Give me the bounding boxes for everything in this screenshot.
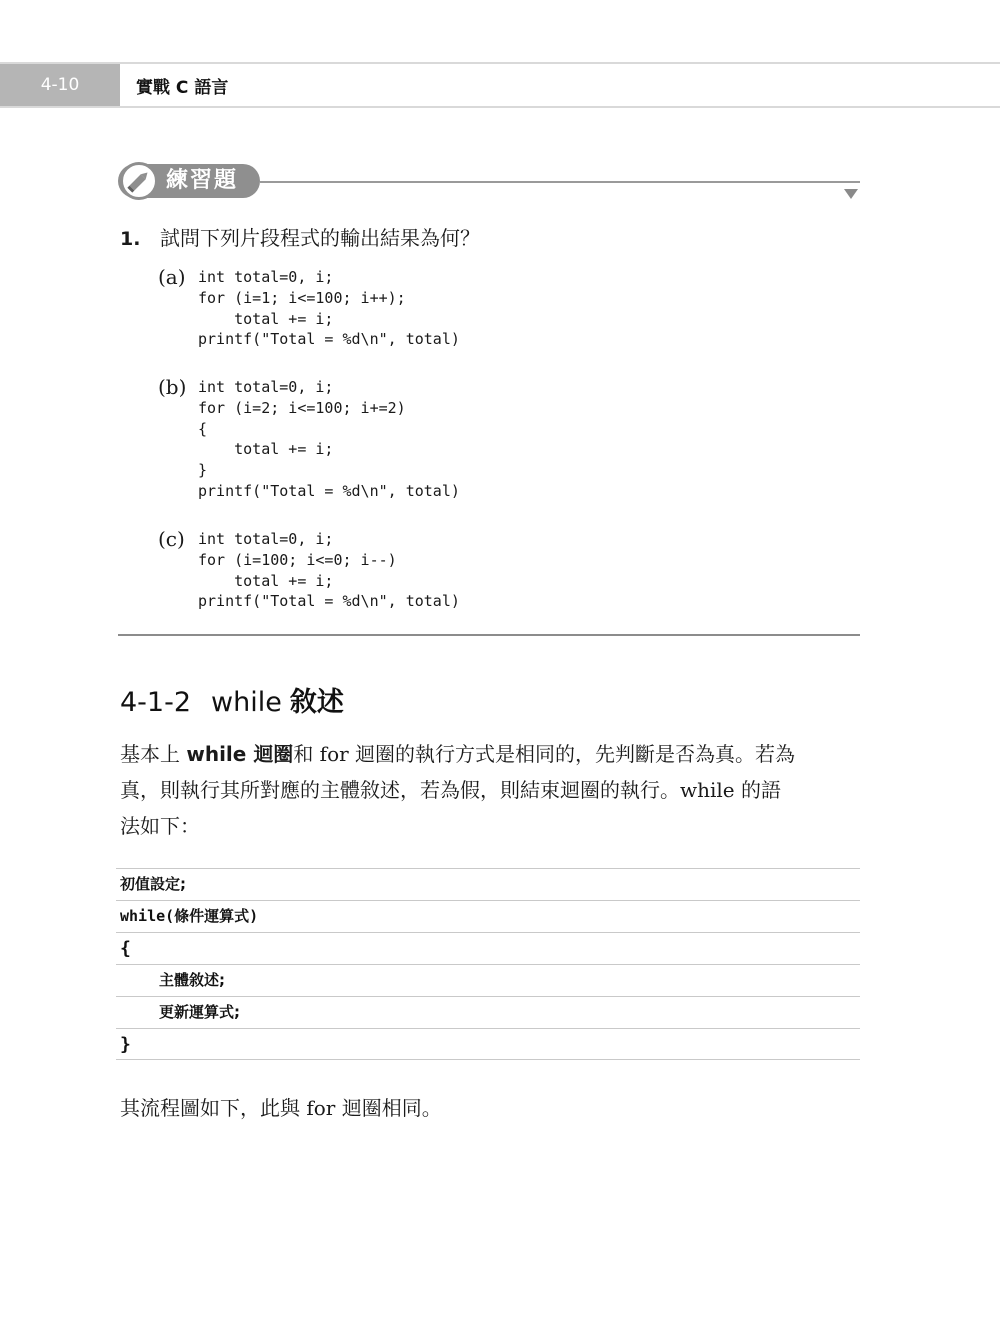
code-part-label: (c) (158, 527, 185, 551)
syntax-table (116, 868, 860, 1060)
code-line: total += i; (198, 571, 334, 590)
syntax-row: 主體敘述; (116, 964, 860, 996)
question-number: 1. (120, 228, 141, 250)
closing-paragraph: 其流程圖如下，此與 for 迴圈相同。 (120, 1096, 442, 1120)
code-line: total += i; (198, 440, 334, 459)
exercise-header (118, 162, 860, 202)
exercise-badge (118, 164, 260, 198)
exercise-divider (260, 181, 860, 183)
page-number: 4-10 (0, 64, 120, 106)
syntax-row: 初值設定; (116, 868, 860, 900)
code-line: for (i=100; i<=0; i--) (198, 550, 397, 569)
code-block (198, 377, 460, 502)
question-1 (120, 222, 480, 251)
code-block (198, 267, 460, 350)
page-header (0, 62, 1000, 108)
code-line: total += i; (198, 309, 334, 328)
code-line: printf("Total = %d\n", total) (198, 330, 460, 349)
code-line: int total=0, i; (198, 530, 334, 548)
paragraph-text: 和 for 迴圈的執行方式是相同的，先判斷是否為真。若為 (293, 742, 796, 766)
section-keyword: while (211, 687, 282, 718)
section-title: 敘述 (289, 687, 344, 718)
body-paragraph (120, 736, 860, 844)
paragraph-line (120, 736, 860, 772)
code-line: printf("Total = %d\n", total) (198, 481, 460, 500)
triangle-down-icon (844, 189, 858, 199)
exercise-label: 練習題 (166, 168, 239, 193)
paragraph-line: 法如下： (120, 814, 200, 838)
section-number: 4-1-2 (120, 687, 192, 718)
code-line: int total=0, i; (198, 378, 334, 396)
syntax-row: { (116, 932, 860, 964)
pencil-icon (120, 162, 158, 200)
exercise-end-divider (118, 634, 860, 636)
syntax-row: 更新運算式; (116, 996, 860, 1028)
paragraph-keyword: while 迴圈 (186, 742, 294, 766)
code-line: } (198, 461, 208, 480)
book-title: 實戰 C 語言 (136, 77, 229, 98)
paragraph-text: 基本上 (120, 742, 187, 766)
question-text: 試問下列片段程式的輸出結果為何？ (160, 226, 480, 250)
code-line: { (198, 419, 208, 438)
code-part-label: (a) (158, 265, 186, 289)
code-block (198, 529, 460, 612)
code-line: int total=0, i; (198, 268, 334, 286)
code-line: printf("Total = %d\n", total) (198, 592, 460, 611)
syntax-row: } (116, 1028, 860, 1060)
syntax-row: while(條件運算式) (116, 900, 860, 932)
code-line: for (i=2; i<=100; i+=2) (198, 398, 406, 417)
paragraph-line: 真，則執行其所對應的主體敘述，若為假，則結束迴圈的執行。while 的語 (120, 778, 781, 802)
code-part-label: (b) (158, 375, 187, 399)
code-line: for (i=1; i<=100; i++); (198, 288, 406, 307)
section-heading (120, 680, 344, 719)
